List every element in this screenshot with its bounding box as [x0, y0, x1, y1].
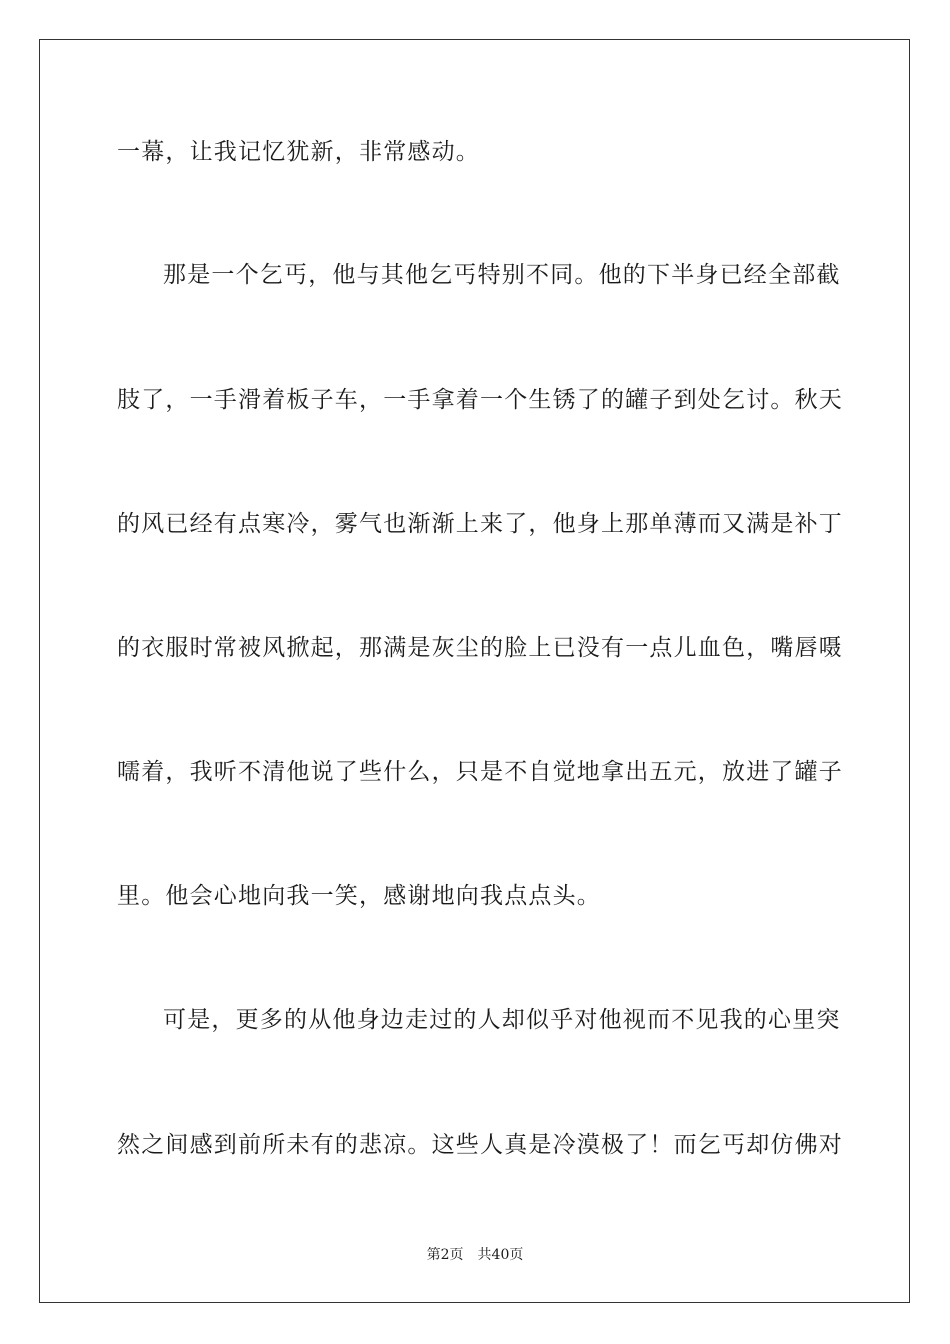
- text-line-8: 可是，更多的从他身边走过的人却似乎对他视而不见我的心里突: [163, 1007, 841, 1033]
- text-line-3: 肢了，一手滑着板子车，一手拿着一个生锈了的罐子到处乞讨。秋天: [117, 387, 843, 413]
- text-line-1: 一幕，让我记忆犹新，非常感动。: [117, 139, 480, 165]
- text-line-5: 的衣服时常被风掀起，那满是灰尘的脸上已没有一点儿血色，嘴唇嗫: [117, 635, 843, 661]
- page-footer: [0, 1245, 950, 1265]
- page-number: 第2页: [426, 1247, 464, 1263]
- text-line-2: 那是一个乞丐，他与其他乞丐特别不同。他的下半身已经全部截: [163, 262, 841, 288]
- page-frame: [39, 39, 910, 1303]
- text-line-4: 的风已经有点寒冷，雾气也渐渐上来了，他身上那单薄而又满是补丁: [117, 511, 843, 537]
- text-line-9: 然之间感到前所未有的悲凉。这些人真是冷漠极了！而乞丐却仿佛对: [117, 1132, 843, 1158]
- text-line-7: 里。他会心地向我一笑，感谢地向我点点头。: [117, 883, 601, 909]
- page-total: 共40页: [477, 1247, 524, 1263]
- text-line-6: 嚅着，我听不清他说了些什么，只是不自觉地拿出五元，放进了罐子: [117, 759, 843, 785]
